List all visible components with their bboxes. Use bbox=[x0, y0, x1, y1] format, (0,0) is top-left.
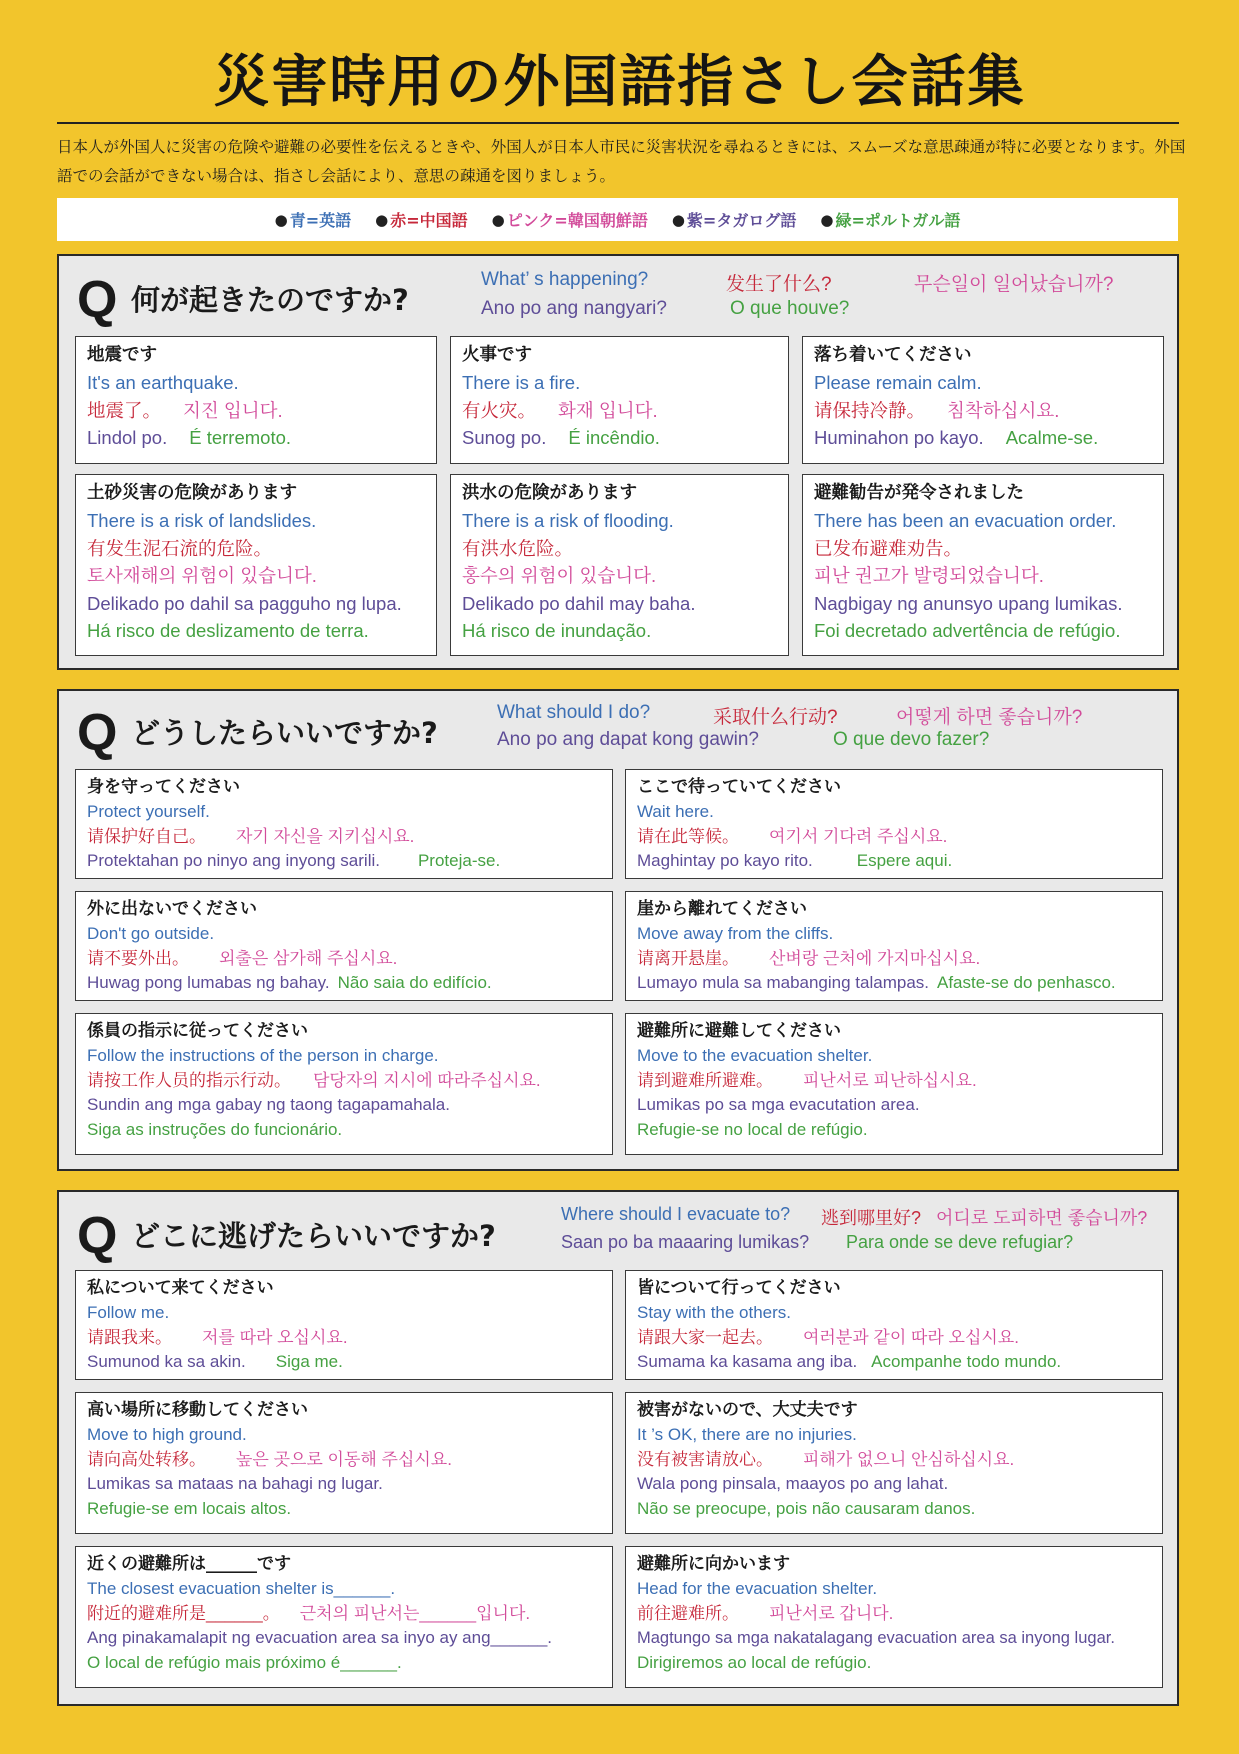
phrase-pt: Dirigiremos ao local de refúgio. bbox=[637, 1652, 872, 1672]
phrase-card-move-away-cliffs bbox=[625, 891, 1163, 1001]
phrase-ko: 담당자의 지시에 따라주십시요. bbox=[313, 1070, 541, 1090]
phrase-en: There is a fire. bbox=[462, 372, 581, 393]
bullet-icon: ● bbox=[671, 210, 685, 229]
question-zh: 发生了什么? bbox=[726, 274, 832, 295]
bullet-icon: ● bbox=[274, 210, 288, 229]
phrase-ja: 火事です bbox=[462, 345, 532, 365]
language-legend bbox=[57, 198, 1178, 241]
phrase-pt: Proteja-se. bbox=[417, 851, 501, 870]
phrase-ko: 화재 입니다. bbox=[558, 399, 658, 421]
phrase-tl: Ang pinakamalapit ng evacuation area sa inyo ay ang______. bbox=[87, 1628, 553, 1647]
phrase-tl: Lindol po. bbox=[87, 427, 168, 448]
phrase-ja: 崖から離れてください bbox=[637, 899, 807, 919]
bullet-icon: ● bbox=[820, 210, 834, 229]
phrase-en: Follow the instructions of the person in charge. bbox=[87, 1046, 439, 1065]
phrase-pt: Foi decretado advertência de refúgio. bbox=[814, 620, 1121, 641]
phrase-ja: 洪水の危険があります bbox=[462, 483, 637, 503]
phrase-card-remain-calm bbox=[802, 336, 1164, 464]
phrase-en: There has been an evacuation order. bbox=[814, 510, 1117, 531]
phrase-zh: 请向高处转移。 bbox=[87, 1449, 206, 1469]
phrase-pt: Há risco de inundação. bbox=[462, 620, 652, 641]
phrase-tl: Lumikas po sa mga evacutation area. bbox=[637, 1095, 920, 1114]
phrase-zh: 请保持冷静。 bbox=[814, 399, 926, 421]
phrase-zh: 请到避难所避难。 bbox=[637, 1070, 773, 1090]
phrase-ja: 私について来てください bbox=[87, 1278, 274, 1298]
phrase-ja: 落ち着いてください bbox=[814, 345, 972, 365]
phrase-pt: Acompanhe todo mundo. bbox=[871, 1352, 1062, 1371]
phrase-card-earthquake bbox=[75, 336, 437, 464]
phrase-tl: Sumama ka kasama ang iba. bbox=[637, 1352, 858, 1371]
phrase-card-evacuation-order bbox=[802, 474, 1164, 656]
question-tl: Ano po ang nangyari? bbox=[481, 298, 667, 319]
phrase-zh: 已发布避难劝告。 bbox=[814, 537, 963, 559]
phrase-en: The closest evacuation shelter is______. bbox=[87, 1579, 396, 1598]
phrase-en: Follow me. bbox=[87, 1303, 170, 1322]
phrase-zh: 请按工作人员的指示行动。 bbox=[87, 1070, 291, 1090]
phrase-card-high-ground bbox=[75, 1392, 613, 1534]
question-en: What’ s happening? bbox=[481, 269, 649, 290]
page-title: 災害時用の外国語指さし会話集 bbox=[213, 50, 1026, 115]
phrase-en: Move to high ground. bbox=[87, 1425, 247, 1444]
q-marker: Q bbox=[77, 271, 118, 329]
phrase-tl: Huwag pong lumabas ng bahay. bbox=[87, 973, 330, 992]
legend-item-tagalog bbox=[672, 208, 797, 231]
legend-item-chinese bbox=[375, 208, 468, 231]
phrase-tl: Protektahan po ninyo ang inyong sarili. bbox=[87, 851, 380, 870]
phrase-zh: 地震了。 bbox=[87, 399, 162, 421]
legend-label: 紫=タガログ語 bbox=[686, 211, 797, 230]
phrase-ko: 피난서로 갑니다. bbox=[769, 1603, 894, 1623]
legend-label: ピンク=韓国朝鮮語 bbox=[506, 211, 648, 230]
title-divider bbox=[57, 122, 1179, 124]
q-marker: Q bbox=[77, 704, 118, 762]
phrase-zh: 请离开悬崖。 bbox=[637, 948, 739, 968]
question-ko: 무슨일이 일어났습니까? bbox=[914, 274, 1114, 295]
phrase-zh: 前往避难所。 bbox=[637, 1603, 739, 1623]
phrase-ko: 자기 자신을 지키십시요. bbox=[236, 826, 415, 846]
phrase-ja: 土砂災害の危険があります bbox=[87, 483, 297, 503]
phrase-pt: Afaste-se do penhasco. bbox=[937, 973, 1116, 992]
phrase-tl: Delikado po dahil sa pagguho ng lupa. bbox=[87, 592, 402, 614]
phrase-pt: Não saia do edifício. bbox=[337, 973, 492, 992]
phrase-ko: 저를 따라 오십시요. bbox=[202, 1327, 348, 1347]
phrase-pt: É incêndio. bbox=[568, 427, 660, 448]
phrase-ko: 피해가 없으니 안심하십시요. bbox=[803, 1449, 1015, 1469]
phrase-ko: 홍수의 위험이 있습니다. bbox=[462, 565, 657, 586]
phrase-ko: 산벼랑 근처에 가지마십시요. bbox=[769, 948, 981, 968]
question-pt: Para onde se deve refugiar? bbox=[846, 1232, 1074, 1252]
phrase-en: Stay with the others. bbox=[637, 1303, 792, 1322]
phrase-pt: É terremoto. bbox=[189, 427, 292, 448]
phrase-en: Protect yourself. bbox=[87, 802, 210, 821]
phrase-card-head-for-shelter bbox=[625, 1546, 1163, 1688]
phrase-card-follow-instructions bbox=[75, 1013, 613, 1155]
question-zh: 采取什么行动? bbox=[713, 707, 838, 728]
phrase-en: Move to the evacuation shelter. bbox=[637, 1046, 873, 1065]
legend-item-korean bbox=[492, 208, 648, 231]
phrase-ko: 지진 입니다. bbox=[183, 399, 283, 421]
phrase-zh: 有火灾。 bbox=[462, 399, 537, 421]
question-heading: どうしたらいいですか? bbox=[131, 716, 438, 750]
intro-paragraph: 日本人が外国人に災害の危険や避難の必要性を伝えるときや、外国人が日本人市民に災害状況を尋ねるときには、スムーズな意思疎通が特に必要となります。外国語での会話ができない場合は、指さし会話により、意思の疎通を図りましょう。 bbox=[57, 138, 1186, 185]
phrase-ko: 여기서 기다려 주십시요. bbox=[769, 826, 948, 846]
phrase-card-closest-shelter bbox=[75, 1546, 613, 1688]
phrase-card-no-injuries bbox=[625, 1392, 1163, 1534]
phrase-tl: Maghintay po kayo rito. bbox=[637, 851, 813, 870]
phrase-ja: 近くの避難所は______です bbox=[87, 1554, 291, 1574]
phrase-tl: Huminahon po kayo. bbox=[814, 427, 984, 448]
phrase-ja: 外に出ないでください bbox=[87, 899, 257, 919]
question-en: What should I do? bbox=[497, 702, 651, 723]
phrase-ja: 被害がないので、大丈夫です bbox=[637, 1400, 858, 1420]
phrase-tl: Sundin ang mga gabay ng taong tagapamahala. bbox=[87, 1095, 450, 1114]
section-where-to-evacuate bbox=[57, 1190, 1179, 1706]
legend-label: 青=英語 bbox=[289, 211, 352, 230]
phrase-ko: 피난 권고가 발령되었습니다. bbox=[814, 565, 1044, 586]
question-ko: 어떻게 하면 좋습니까? bbox=[896, 707, 1083, 728]
section-what-happened bbox=[57, 254, 1179, 670]
question-heading: どこに逃げたらいいですか? bbox=[131, 1219, 496, 1253]
phrase-ja: ここで待っていてください bbox=[637, 777, 841, 797]
phrase-zh: 请在此等候。 bbox=[637, 826, 739, 846]
phrase-pt: Refugie-se no local de refúgio. bbox=[637, 1119, 868, 1139]
phrase-ja: 地震です bbox=[87, 345, 157, 365]
phrase-card-protect-yourself bbox=[75, 769, 613, 879]
question-zh: 逃到哪里好? bbox=[821, 1208, 922, 1228]
phrase-card-flooding bbox=[450, 474, 789, 656]
phrase-en: There is a risk of landslides. bbox=[87, 510, 317, 531]
phrase-zh: 请跟大家一起去。 bbox=[637, 1327, 773, 1347]
phrase-tl: Nagbigay ng anunsyo upang lumikas. bbox=[814, 592, 1123, 614]
phrase-tl: Sunog po. bbox=[462, 427, 547, 448]
legend-label: 赤=中国語 bbox=[390, 211, 468, 230]
phrase-ja: 避難所に向かいます bbox=[637, 1554, 790, 1574]
phrase-ko: 외출은 삼가해 주십시요. bbox=[219, 948, 398, 968]
phrase-zh: 请保护好自己。 bbox=[87, 826, 206, 846]
phrase-zh: 没有被害请放心。 bbox=[637, 1449, 773, 1469]
phrase-ja: 高い場所に移動してください bbox=[87, 1400, 308, 1420]
phrase-tl: Sumunod ka sa akin. bbox=[87, 1352, 246, 1371]
phrase-zh: 请跟我来。 bbox=[87, 1327, 172, 1347]
phrase-card-fire bbox=[450, 336, 789, 464]
phrase-tl: Lumikas sa mataas na bahagi ng lugar. bbox=[87, 1474, 383, 1493]
legend-item-portuguese bbox=[820, 208, 960, 231]
q-marker: Q bbox=[77, 1207, 118, 1265]
phrase-zh: 附近的避难所是______。 bbox=[87, 1603, 280, 1623]
phrase-pt: Refugie-se em locais altos. bbox=[87, 1498, 292, 1518]
question-pt: O que houve? bbox=[730, 298, 850, 319]
phrase-card-go-to-shelter bbox=[625, 1013, 1163, 1155]
legend-item-english bbox=[275, 208, 352, 231]
question-ko: 어디로 도피하면 좋습니까? bbox=[936, 1208, 1148, 1228]
phrase-en: Move away from the cliffs. bbox=[637, 924, 834, 943]
phrase-tl: Lumayo mula sa mabanging talampas. bbox=[637, 973, 929, 992]
question-tl: Ano po ang dapat kong gawin? bbox=[497, 729, 759, 750]
question-heading: 何が起きたのですか? bbox=[131, 283, 409, 317]
phrase-ko: 근처의 피난서는______입니다. bbox=[299, 1603, 531, 1623]
phrase-ja: 避難勧告が発令されました bbox=[814, 483, 1024, 503]
phrase-zh: 有发生泥石流的危险。 bbox=[87, 537, 273, 559]
phrase-pt: Espere aqui. bbox=[856, 851, 953, 870]
phrase-pt: Não se preocupe, pois não causaram danos. bbox=[637, 1498, 976, 1518]
phrase-card-stay-with-others bbox=[625, 1270, 1163, 1380]
phrase-ko: 여러분과 같이 따라 오십시요. bbox=[803, 1327, 1019, 1347]
phrase-pt: Há risco de deslizamento de terra. bbox=[87, 620, 369, 641]
phrase-card-follow-me bbox=[75, 1270, 613, 1380]
phrase-tl: Delikado po dahil may baha. bbox=[462, 592, 696, 614]
phrase-ko: 피난서로 피난하십시요. bbox=[803, 1070, 977, 1090]
phrase-en: It ’s OK, there are no injuries. bbox=[637, 1425, 857, 1444]
section-what-to-do bbox=[57, 689, 1179, 1171]
phrase-zh: 有洪水危险。 bbox=[462, 537, 574, 559]
phrase-en: Head for the evacuation shelter. bbox=[637, 1579, 878, 1598]
phrase-card-dont-go-outside bbox=[75, 891, 613, 1001]
phrase-ko: 침착하십시요. bbox=[947, 399, 1060, 421]
phrase-en: Please remain calm. bbox=[814, 372, 982, 393]
question-pt: O que devo fazer? bbox=[833, 729, 990, 750]
phrase-en: There is a risk of flooding. bbox=[462, 510, 674, 531]
bullet-icon: ● bbox=[375, 210, 389, 229]
phrase-ko: 높은 곳으로 이동해 주십시요. bbox=[236, 1449, 452, 1469]
phrase-pt: O local de refúgio mais próximo é______. bbox=[87, 1652, 402, 1672]
bullet-icon: ● bbox=[491, 210, 505, 229]
question-tl: Saan po ba maaaring lumikas? bbox=[561, 1232, 810, 1252]
phrase-en: Don't go outside. bbox=[87, 924, 215, 943]
phrase-ja: 皆について行ってください bbox=[637, 1278, 841, 1298]
phrase-en: Wait here. bbox=[637, 802, 714, 821]
phrase-zh: 请不要外出。 bbox=[87, 948, 189, 968]
phrase-ja: 身を守ってください bbox=[87, 777, 240, 797]
phrase-ko: 토사재해의 위험이 있습니다. bbox=[87, 565, 317, 586]
phrase-pt: Siga me. bbox=[275, 1352, 343, 1371]
phrase-ja: 係員の指示に従ってください bbox=[87, 1021, 308, 1041]
phrase-tl: Magtungo sa mga nakatalagang evacuation area sa inyong lugar. bbox=[637, 1629, 1115, 1647]
phrase-en: It's an earthquake. bbox=[87, 372, 239, 393]
phrase-card-wait-here bbox=[625, 769, 1163, 879]
phrase-pt: Siga as instruções do funcionário. bbox=[87, 1119, 343, 1139]
phrase-tl: Wala pong pinsala, maayos po ang lahat. bbox=[637, 1474, 949, 1493]
legend-label: 緑=ポルトガル語 bbox=[835, 211, 961, 230]
question-en: Where should I evacuate to? bbox=[561, 1204, 791, 1224]
phrase-ja: 避難所に避難してください bbox=[637, 1021, 841, 1041]
phrase-pt: Acalme-se. bbox=[1005, 427, 1099, 448]
phrase-card-landslide bbox=[75, 474, 437, 656]
